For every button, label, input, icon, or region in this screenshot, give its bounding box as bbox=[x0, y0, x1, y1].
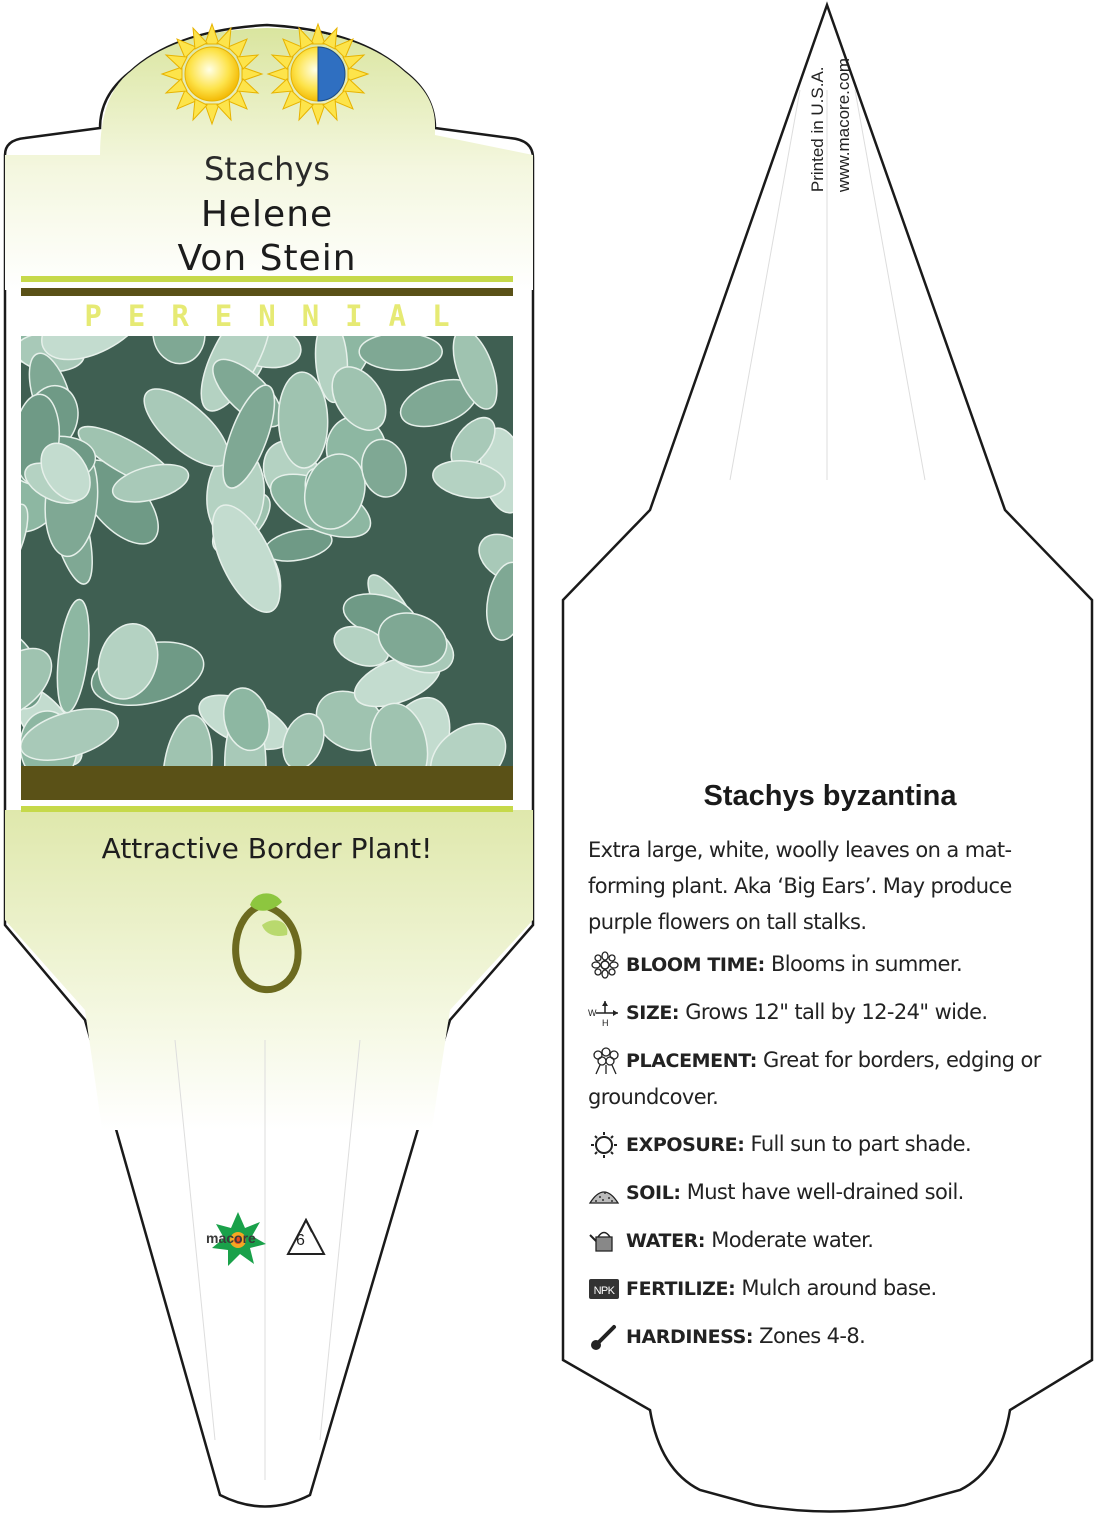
attr-size bbox=[588, 994, 1074, 1031]
watering-can-icon bbox=[588, 1227, 622, 1255]
cultivar-line-1: Helene bbox=[200, 194, 334, 235]
attr-hardiness bbox=[588, 1318, 1074, 1355]
brand-name: macore bbox=[206, 1230, 256, 1246]
attr-label: HARDINESS: bbox=[626, 1326, 754, 1348]
size-h-letter: H bbox=[602, 1018, 608, 1027]
attr-label: BLOOM TIME: bbox=[626, 954, 765, 976]
attr-value: Full sun to part shade. bbox=[750, 1132, 972, 1156]
tagline: Attractive Border Plant! bbox=[101, 832, 433, 865]
website: www.macore.com bbox=[834, 58, 853, 193]
print-info bbox=[805, 58, 857, 192]
plant-leaves-photo bbox=[21, 336, 513, 766]
attr-soil bbox=[588, 1174, 1074, 1211]
attr-label: WATER: bbox=[626, 1230, 706, 1252]
attr-label: EXPOSURE: bbox=[626, 1134, 745, 1156]
plant-cultivar bbox=[0, 193, 534, 281]
botanical-name: Stachys byzantina bbox=[703, 780, 957, 812]
npk-icon bbox=[588, 1275, 622, 1303]
attr-fertilize bbox=[588, 1270, 1074, 1307]
full-sun-icon bbox=[162, 24, 262, 124]
size-w-letter: W bbox=[588, 1008, 596, 1018]
soil-icon bbox=[588, 1179, 622, 1207]
attr-value: Great for borders, edging or groundcover. bbox=[588, 1048, 1041, 1109]
attr-bloom-time bbox=[588, 946, 1074, 983]
attr-value: Grows 12" tall by 12-24" wide. bbox=[685, 1000, 988, 1024]
attr-label: SIZE: bbox=[626, 1002, 680, 1024]
part-sun-icon bbox=[268, 24, 368, 124]
printed-in: Printed in U.S.A. bbox=[808, 66, 827, 193]
cultivar-line-2: Von Stein bbox=[177, 238, 357, 279]
plant-description: Extra large, white, woolly leaves on a mat-forming plant. Aka ‘Big Ears’. May produce purple flowers on tall stalks. bbox=[588, 838, 1012, 934]
attr-value: Zones 4-8. bbox=[759, 1324, 866, 1348]
attr-value: Blooms in summer. bbox=[770, 952, 963, 976]
attr-label: FERTILIZE: bbox=[626, 1278, 736, 1300]
attr-label: PLACEMENT: bbox=[626, 1050, 757, 1072]
category-label: PERENNIAL bbox=[84, 299, 476, 333]
placement-icon bbox=[588, 1047, 622, 1075]
attr-exposure bbox=[588, 1126, 1074, 1163]
leaf bbox=[359, 336, 442, 370]
attr-placement bbox=[588, 1042, 1074, 1115]
attr-value: Mulch around base. bbox=[741, 1276, 937, 1300]
npk-text: NPK bbox=[593, 1285, 615, 1297]
sun-icon bbox=[588, 1131, 622, 1159]
attr-label: SOIL: bbox=[626, 1182, 681, 1204]
flower-icon bbox=[588, 951, 622, 979]
attr-value: Must have well-drained soil. bbox=[686, 1180, 964, 1204]
thermometer-icon bbox=[588, 1323, 622, 1351]
size-icon bbox=[588, 999, 622, 1027]
attr-water bbox=[588, 1222, 1074, 1259]
recycle-code: 6 bbox=[296, 1232, 305, 1249]
care-attributes bbox=[588, 946, 1074, 1366]
plant-genus: Stachys bbox=[204, 150, 330, 188]
attr-value: Moderate water. bbox=[711, 1228, 874, 1252]
